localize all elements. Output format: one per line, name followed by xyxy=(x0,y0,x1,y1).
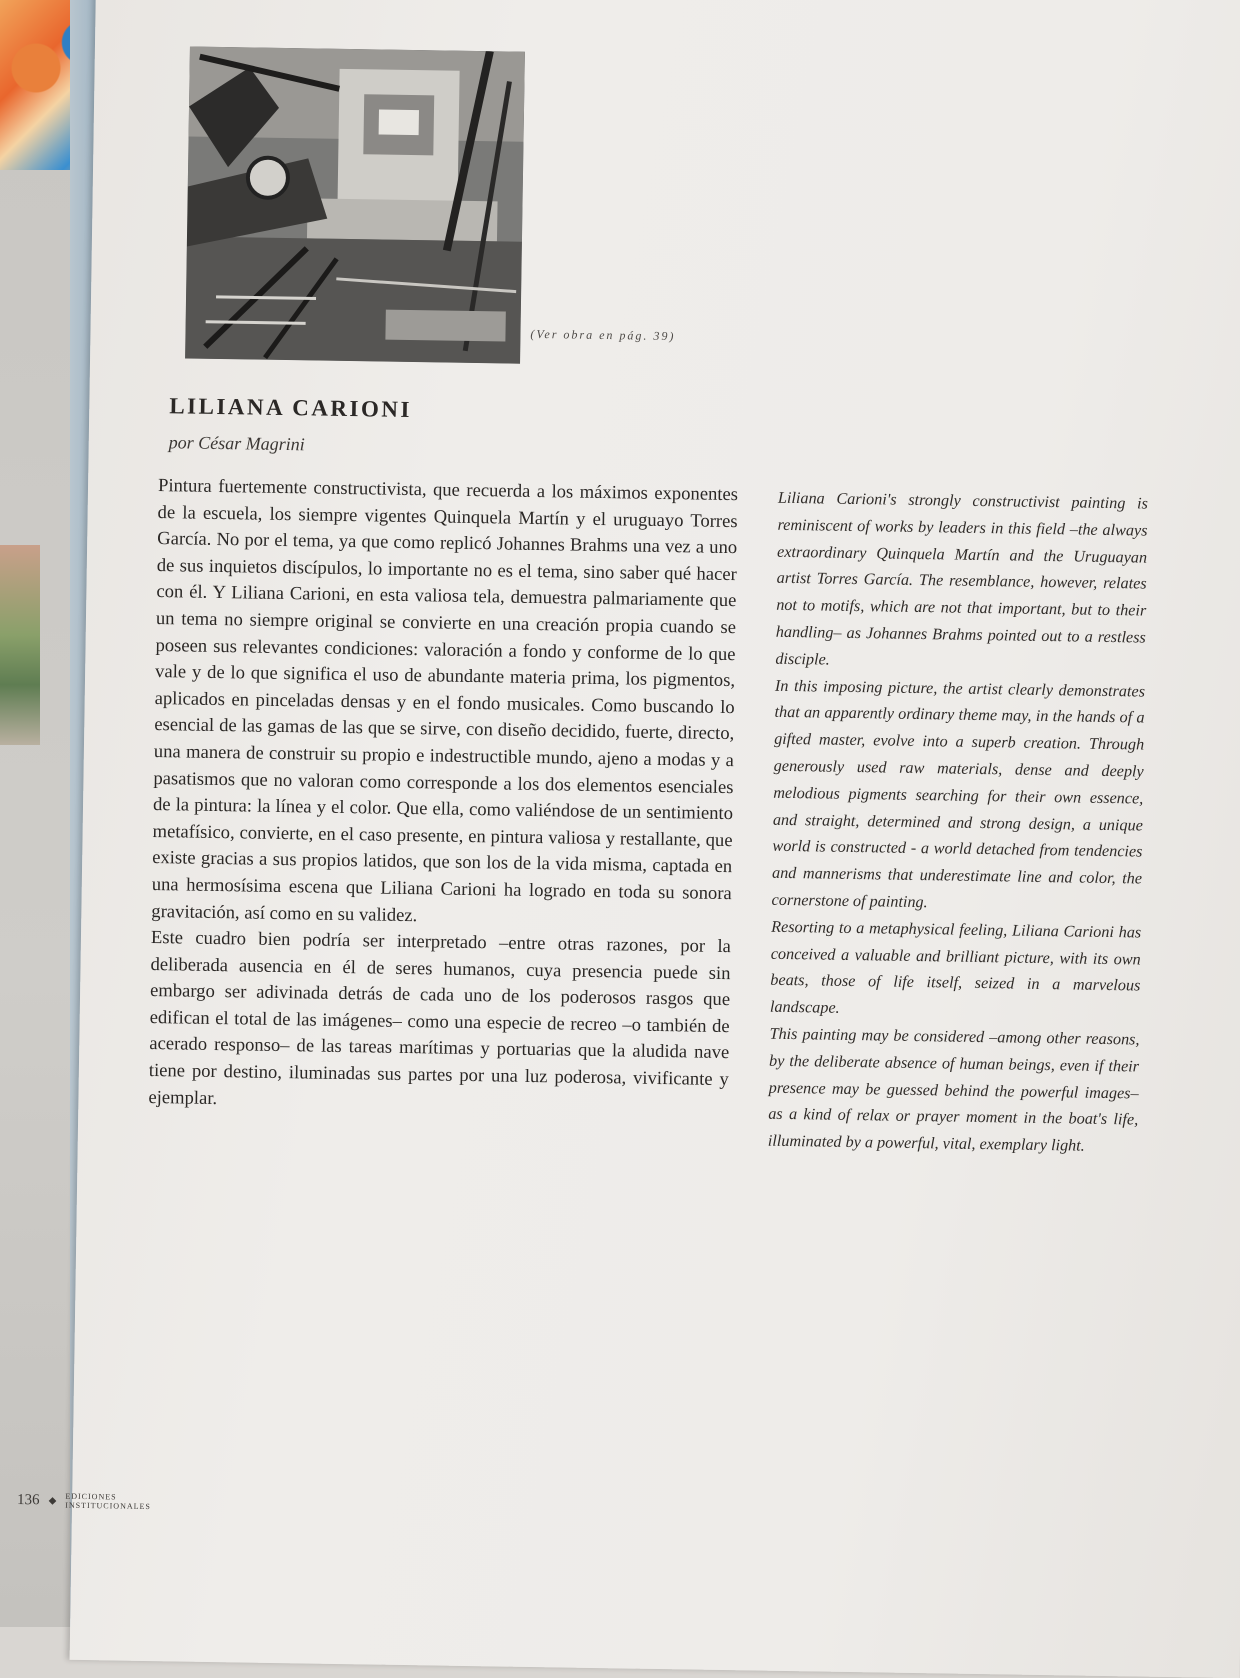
english-paragraph-4: This painting may be considered –among other reasons, by the deliberate absence of human beings, even if their presence may be guessed behind the powerful images– as a kind of relax or prayer moment in the boat's life, illuminated by a powerful, vital, exemplary light. xyxy=(767,1024,1140,1155)
article-byline: por César Magrini xyxy=(168,432,305,455)
artwork-caption: (Ver obra en pág. 39) xyxy=(530,326,676,344)
publisher-line-2: INSTITUCIONALES xyxy=(65,1500,151,1512)
spanish-paragraph-1: Pintura fuertemente constructivista, que recuerda a los máximos exponentes de la escuela, los siempre vigentes Quinquela Martín y el uruguayo Torres García. No por el tema, ya que como replicó Johannes Brahms una vez a uno de sus inquietos discípulos, lo importante no es el tema, sino saber qué hacer con él. Y Liliana Carioni, en esta valiosa tela, demuestra palmariamente que un tema no siempre original se convierte en una creación propia cuando se poseen sus relevantes condiciones: valoración a fondo y conforme de lo que vale y de lo que significa el uso de abundante materia prima, los pigmentos, aplicados en pinceladas densas y en el fondo musicales. Como buscando lo esencial de las gamas de las que se sirve, con diseño decidido, fuerte, directo, una manera de construir su propio e indestructible mundo, ajeno a modas y a pasatismos que no valoran como corresponde a los dos elementos esenciales de la pintura: la línea y el color. Que ella, como valiéndose de un sentimiento metafísico, convierte, en el caso presente, en pintura valiosa y restallante, que existe gracias a sus propios latidos, que son los de la vida misma, captada en una hermosísima escena que Liliana Carioni ha logrado en toda su sonora gravitación, así como en su validez. xyxy=(151,475,739,926)
artwork-image xyxy=(185,46,525,363)
book-page xyxy=(16,0,1240,1678)
diamond-icon: ◆ xyxy=(48,1494,57,1507)
publisher-line-1: EDICIONES xyxy=(65,1491,117,1502)
page-number: 136 xyxy=(16,1491,40,1508)
english-text-column xyxy=(768,485,1148,1161)
ship-painting xyxy=(185,46,525,363)
english-paragraph-3: Resorting to a metaphysical feeling, Liliana Carioni has conceived a valuable and brilliant picture, with its own beats, those of life itself, seized in a marvelous landscape. xyxy=(769,917,1142,1017)
publisher-logo xyxy=(65,1492,165,1512)
page-footer xyxy=(17,1491,165,1511)
english-paragraph-1: Liliana Carioni's strongly constructivist painting is reminiscent of works by leaders in this field –the always extraordinary Quinquela Martín and the Uruguayan artist Torres García. The resemblance, however, relates not to motifs, which are not that important, but to their handling– as Johannes Brahms pointed out to a restless disciple. xyxy=(775,488,1149,669)
adjacent-photo-fragment xyxy=(0,545,40,745)
article-title: LILIANA CARIONI xyxy=(169,393,413,423)
spanish-paragraph-2: Este cuadro bien podría ser interpretado –entre otras razones, por la deliberada ausencia en él de seres humanos, cuya presencia puede sin embargo ser adivinada detrás de cada uno de los poderosos rasgos que edifican el total de las imágenes– como una especie de recreo –o también de acerado responso– de las tareas marítimas y portuarias que la aludida nave tiene por destino, iluminadas sus partes por una luz poderosa, vivificante y ejemplar. xyxy=(148,927,732,1109)
spanish-text-column xyxy=(148,473,738,1120)
english-paragraph-2: In this imposing picture, the artist clearly demonstrates that an apparently ordinary theme may, in the hands of a gifted master, evolve into a superb creation. Through generously used raw materials, dense and deeply melodious pigments searching for their own essence, and straight, determined and strong design, a unique world is constructed - a world detached from tendencies and mannerisms that underestimate line and color, the cornerstone of painting. xyxy=(771,676,1146,912)
